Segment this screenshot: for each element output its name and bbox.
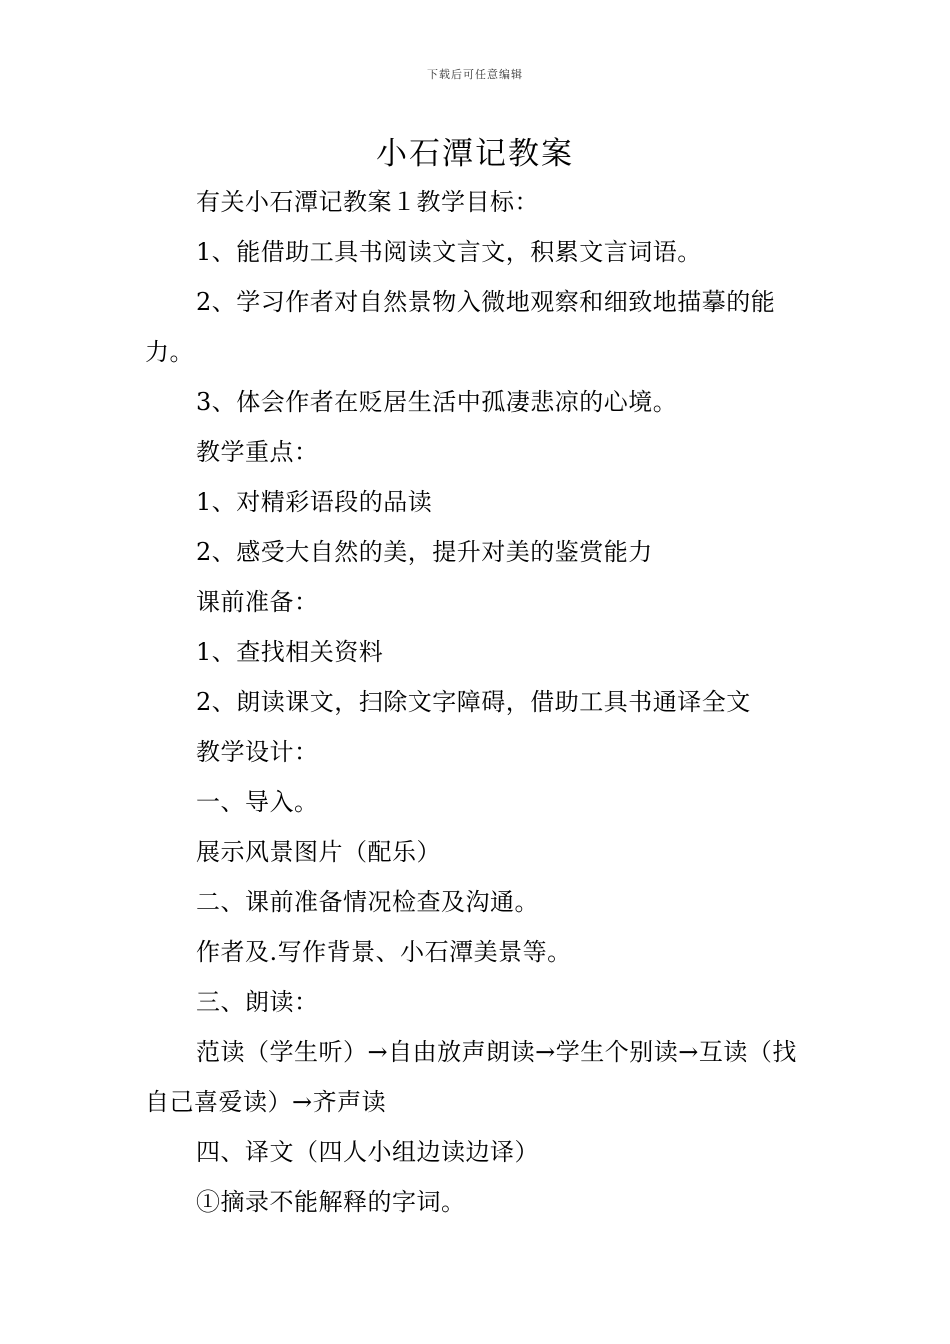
paragraph: 2、学习作者对自然景物入微地观察和细致地描摹的能力。 — [145, 288, 776, 366]
paragraph: 1、对精彩语段的品读 — [196, 488, 433, 516]
paragraph: 教学设计： — [196, 738, 319, 766]
paragraph: 四、译文（四人小组边读边译） — [196, 1138, 539, 1166]
paragraph: 二、课前准备情况检查及沟通。 — [196, 888, 539, 916]
paragraph: 范读（学生听）→自由放声朗读→学生个别读→互读（找自己喜爱读）→齐声读 — [145, 1038, 797, 1116]
paragraph: ①摘录不能解释的字词。 — [196, 1188, 466, 1216]
paragraph: 教学重点： — [196, 438, 319, 466]
paragraph: 课前准备： — [196, 588, 319, 616]
paragraph: 展示风景图片（配乐） — [196, 838, 441, 866]
paragraph: 有关小石潭记教案１教学目标： — [196, 188, 539, 216]
paragraph: 1、能借助工具书阅读文言文，积累文言词语。 — [196, 238, 702, 266]
page-title: 小石潭记教案 — [376, 136, 574, 172]
paragraph: 作者及.写作背景、小石潭美景等。 — [196, 938, 572, 966]
paragraph: 一、导入。 — [196, 788, 319, 816]
paragraph: 3、体会作者在贬居生活中孤凄悲凉的心境。 — [196, 388, 678, 416]
header-note: 下载后可任意编辑 — [427, 68, 523, 81]
paragraph: 三、朗读： — [196, 988, 319, 1016]
paragraph: 1、查找相关资料 — [196, 638, 384, 666]
paragraph: 2、朗读课文，扫除文字障碍，借助工具书通译全文 — [196, 688, 751, 716]
paragraph: 2、感受大自然的美，提升对美的鉴赏能力 — [196, 538, 653, 566]
document-body — [145, 177, 810, 1227]
